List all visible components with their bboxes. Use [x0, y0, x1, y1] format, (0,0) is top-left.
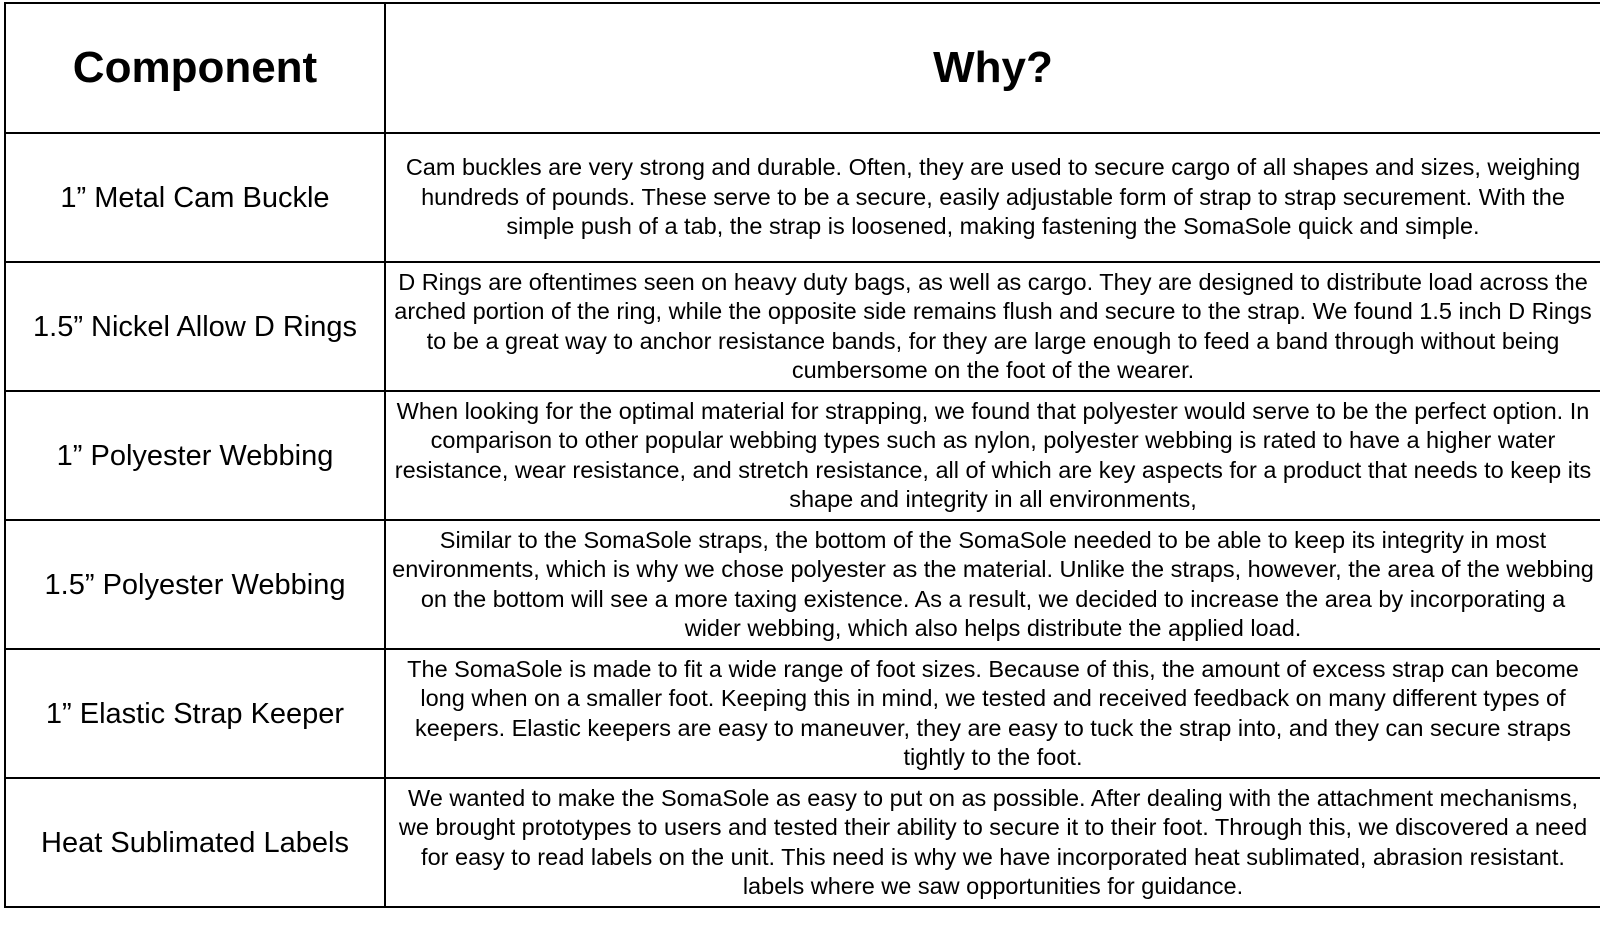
- component-cell: 1” Metal Cam Buckle: [5, 133, 385, 262]
- header-why: Why?: [385, 3, 1600, 133]
- why-cell: D Rings are oftentimes seen on heavy duty bags, as well as cargo. They are designed to distribute load across the arched portion of the ring, while the opposite side remains flush and secure to the strap. We found 1.5 inch D Rings to be a great way to anchor resistance bands, for they are large enough to feed a band through without being cumbersome on the foot of the wearer.: [385, 262, 1600, 391]
- table-row: [5, 262, 1600, 391]
- component-cell: Heat Sublimated Labels: [5, 778, 385, 907]
- components-table: [4, 2, 1600, 908]
- table-row: [5, 391, 1600, 520]
- table-row: [5, 133, 1600, 262]
- component-cell: 1.5” Nickel Allow D Rings: [5, 262, 385, 391]
- why-cell: When looking for the optimal material for strapping, we found that polyester would serve to be the perfect option. In comparison to other popular webbing types such as nylon, polyester webbing is rated to have a higher water resistance, wear resistance, and stretch resistance, all of which are key aspects for a product that needs to keep its shape and integrity in all environments,: [385, 391, 1600, 520]
- component-cell: 1” Elastic Strap Keeper: [5, 649, 385, 778]
- component-cell: 1.5” Polyester Webbing: [5, 520, 385, 649]
- header-row: [5, 3, 1600, 133]
- table-row: [5, 520, 1600, 649]
- why-cell: Cam buckles are very strong and durable. Often, they are used to secure cargo of all shapes and sizes, weighing hundreds of pounds. These serve to be a secure, easily adjustable form of strap to strap securement. With the simple push of a tab, the strap is loosened, making fastening the SomaSole quick and simple.: [385, 133, 1600, 262]
- table-row: [5, 778, 1600, 907]
- why-cell: The SomaSole is made to fit a wide range of foot sizes. Because of this, the amount of excess strap can become long when on a smaller foot. Keeping this in mind, we tested and received feedback on many different types of keepers. Elastic keepers are easy to maneuver, they are easy to tuck the strap into, and they can secure straps tightly to the foot.: [385, 649, 1600, 778]
- component-cell: 1” Polyester Webbing: [5, 391, 385, 520]
- why-cell: We wanted to make the SomaSole as easy to put on as possible. After dealing with the attachment mechanisms, we brought prototypes to users and tested their ability to secure it to their foot. Through this, we discovered a need for easy to read labels on the unit. This need is why we have incorporated heat sublimated, abrasion resistant. labels where we saw opportunities for guidance.: [385, 778, 1600, 907]
- table-row: [5, 649, 1600, 778]
- header-component: Component: [5, 3, 385, 133]
- why-cell: Similar to the SomaSole straps, the bottom of the SomaSole needed to be able to keep its integrity in most environments, which is why we chose polyester as the material. Unlike the straps, however, the area of the webbing on the bottom will see a more taxing existence. As a result, we decided to increase the area by incorporating a wider webbing, which also helps distribute the applied load.: [385, 520, 1600, 649]
